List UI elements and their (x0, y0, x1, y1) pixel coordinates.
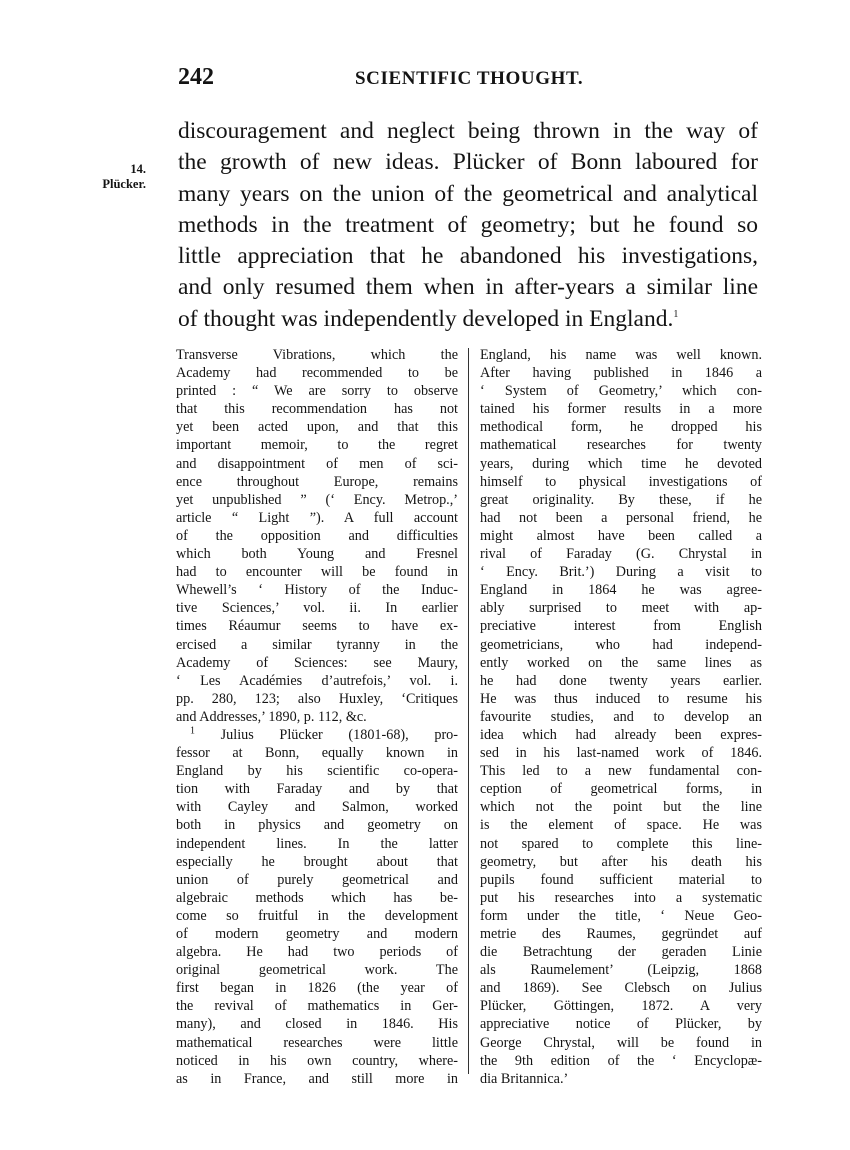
footnote-line: come so fruitful in the development (176, 907, 458, 924)
footnote-line: He was thus induced to resume his (480, 690, 762, 707)
footnote-line: noticed in his own country, where- (176, 1052, 458, 1069)
footnote-line: had to encounter will be found in (176, 564, 458, 581)
footnote-line: idea which had already been expres- (480, 726, 762, 743)
footnote-line: George Chrystal, will be found in (480, 1034, 762, 1051)
footnote-line: yet been acted upon, and that this (176, 419, 458, 436)
footnote-line: algebraic methods which has be- (176, 889, 458, 906)
footnote-line: both in physics and geometry on (176, 817, 458, 834)
footnote-line: might almost have been called a (480, 527, 762, 544)
footnote-line: Plücker, Göttingen, 1872. A very (480, 998, 762, 1015)
footnote-line: years, during which time he devoted (480, 455, 762, 472)
footnote-line: original geometrical work. The (176, 962, 458, 979)
footnote-line: ception of geometrical forms, in (480, 781, 762, 798)
footnote-line: yet unpublished ” (‘ Ency. Metrop.,’ (176, 491, 458, 508)
footnote-line: metrie des Raumes, gegründet auf (480, 926, 762, 942)
footnote-line: This led to a new fundamental con- (480, 763, 762, 780)
footnote-line: the revival of mathematics in Ger- (176, 998, 458, 1015)
footnote-line: pp. 280, 123; also Huxley, ‘Critiques (176, 690, 458, 707)
footnote-line: algebra. He had two periods of (176, 944, 458, 961)
footnote-line: and disappointment of men of sci- (176, 455, 458, 472)
footnote-line: he had done twenty years earlier. (480, 672, 762, 689)
footnote-line: the 9th edition of the ‘ Encyclopæ- (480, 1052, 762, 1069)
footnote-line: and 1869). See Clebsch on Julius (480, 980, 762, 997)
footnote-line: tained his former results in a more (480, 401, 762, 418)
footnote-line: ‘ Les Académies d’autrefois,’ vol. i. (176, 672, 458, 689)
footnote-line: ably surprised to meet with ap- (480, 600, 762, 617)
footnote-line: ence throughout Europe, remains (176, 473, 458, 490)
footnote-line: ercised a similar tyranny in the (176, 636, 458, 653)
footnote-column-left (176, 346, 458, 1088)
body-line: many years on the union of the geometrical and analytical (178, 180, 758, 207)
footnote-line: tion with Faraday and by that (176, 781, 458, 798)
footnote-line: Whewell’s ‘ History of the Induc- (176, 582, 458, 599)
footnote-line: die Betrachtung der geraden Linie (480, 944, 762, 961)
body-line-text: of thought was independently developed in England. (178, 305, 674, 332)
margin-note-label: Plücker. (102, 177, 146, 191)
footnote-line: himself to physical investigations of (480, 473, 762, 490)
footnote-line: especially he brought about that (176, 853, 458, 870)
footnote-line: sed in his last-named work of 1846. (480, 745, 762, 762)
footnote-line: appreciative notice of Plücker, by (480, 1016, 762, 1033)
main-text (178, 116, 758, 335)
body-line: little appreciation that he abandoned his investigations, (178, 243, 758, 270)
footnote-line: and Addresses,’ 1890, p. 112, &c. (176, 708, 367, 725)
footnote-line: favourite studies, and to develop an (480, 708, 762, 725)
footnote-line: mathematical researches were little (176, 1034, 458, 1051)
footnote-line: ‘ Ency. Brit.’) During a visit to (480, 564, 762, 581)
footnote-line: tive Sciences,’ vol. ii. In earlier (176, 600, 458, 617)
body-line-last (178, 304, 758, 335)
column-divider (468, 348, 469, 1074)
footnote-line: of the opposition and difficulties (176, 527, 458, 544)
footnote-line: mathematical researches for twenty (480, 437, 762, 454)
footnote-line: printed : “ We are sorry to observe (176, 383, 458, 400)
footnote-line: Transverse Vibrations, which the (176, 347, 458, 363)
footnote-line: times Réaumur seems to have ex- (176, 618, 458, 635)
margin-note-number: 14. (130, 162, 146, 176)
footnote-line: great originality. By these, if he (480, 491, 762, 508)
footnote-line: methodical form, he dropped his (480, 419, 762, 436)
body-line: and only resumed them when in after-years a similar line (178, 274, 758, 301)
footnote-line: Academy had recommended to be (176, 365, 458, 382)
footnote-line: geometry, but after his death his (480, 853, 762, 870)
body-line: methods in the treatment of geometry; but he found so (178, 211, 758, 238)
footnote-line: not spared to complete this line- (480, 835, 762, 852)
footnote-line: After having published in 1846 a (480, 365, 762, 382)
footnote-line: als Raumelement’ (Leipzig, 1868 (480, 962, 762, 979)
footnote-line: fessor at Bonn, equally known in (176, 745, 458, 762)
footnote-line: ‘ System of Geometry,’ which con- (480, 383, 762, 400)
footnote-line: first began in 1826 (the year of (176, 980, 458, 997)
footnote-line: Academy of Sciences: see Maury, (176, 654, 458, 671)
footnote-line: preciative interest from English (480, 618, 762, 635)
footnote-line: dia Britannica.’ (480, 1070, 569, 1087)
footnote-line: is the element of space. He was (480, 817, 762, 834)
margin-note (86, 162, 146, 192)
footnote-line: geometricians, who had independ- (480, 636, 762, 653)
footnote-line: union of purely geometrical and (176, 871, 458, 888)
footnote-column-right (480, 346, 762, 1088)
footnote-line: form under the title, ‘ Neue Geo- (480, 907, 762, 924)
footnote-line: that this recommendation has not (176, 401, 458, 418)
footnote-line: as in France, and still more in (176, 1070, 458, 1087)
footnote-line: rival of Faraday (G. Chrystal in (480, 546, 762, 563)
footnote-line-numbered (176, 726, 458, 744)
footnote-line: had not been a personal friend, he (480, 509, 762, 526)
footnote-line: many), and closed in 1846. His (176, 1016, 458, 1033)
footnote-line: with Cayley and Salmon, worked (176, 799, 458, 816)
footnote-line-text: Julius Plücker (1801-68), pro- (220, 726, 458, 743)
body-line: discouragement and neglect being thrown in the way of (178, 118, 758, 144)
footnote-line: important memoir, to the regret (176, 437, 458, 454)
footnote-line: England by his scientific co-opera- (176, 763, 458, 780)
footnote-number: 1 (190, 725, 195, 737)
footnote-line: put his researches into a systematic (480, 889, 762, 906)
running-title: SCIENTIFIC THOUGHT. (355, 68, 584, 89)
footnote-line: independent lines. In the latter (176, 835, 458, 852)
footnote-line: article “ Light ”). A full account (176, 509, 458, 526)
footnote-line: England, his name was well known. (480, 347, 762, 363)
footnote-line: which not the point but the line (480, 799, 762, 816)
page-number: 242 (178, 64, 214, 90)
footnote-marker: 1 (673, 308, 679, 320)
footnote-line: pupils found sufficient material to (480, 871, 762, 888)
body-line: the growth of new ideas. Plücker of Bonn laboured for (178, 149, 758, 176)
footnote-line: of modern geometry and modern (176, 926, 458, 942)
footnote-line: which both Young and Fresnel (176, 546, 458, 563)
footnote-line: ently worked on the same lines as (480, 654, 762, 671)
footnote-line: England in 1864 he was agree- (480, 582, 762, 599)
